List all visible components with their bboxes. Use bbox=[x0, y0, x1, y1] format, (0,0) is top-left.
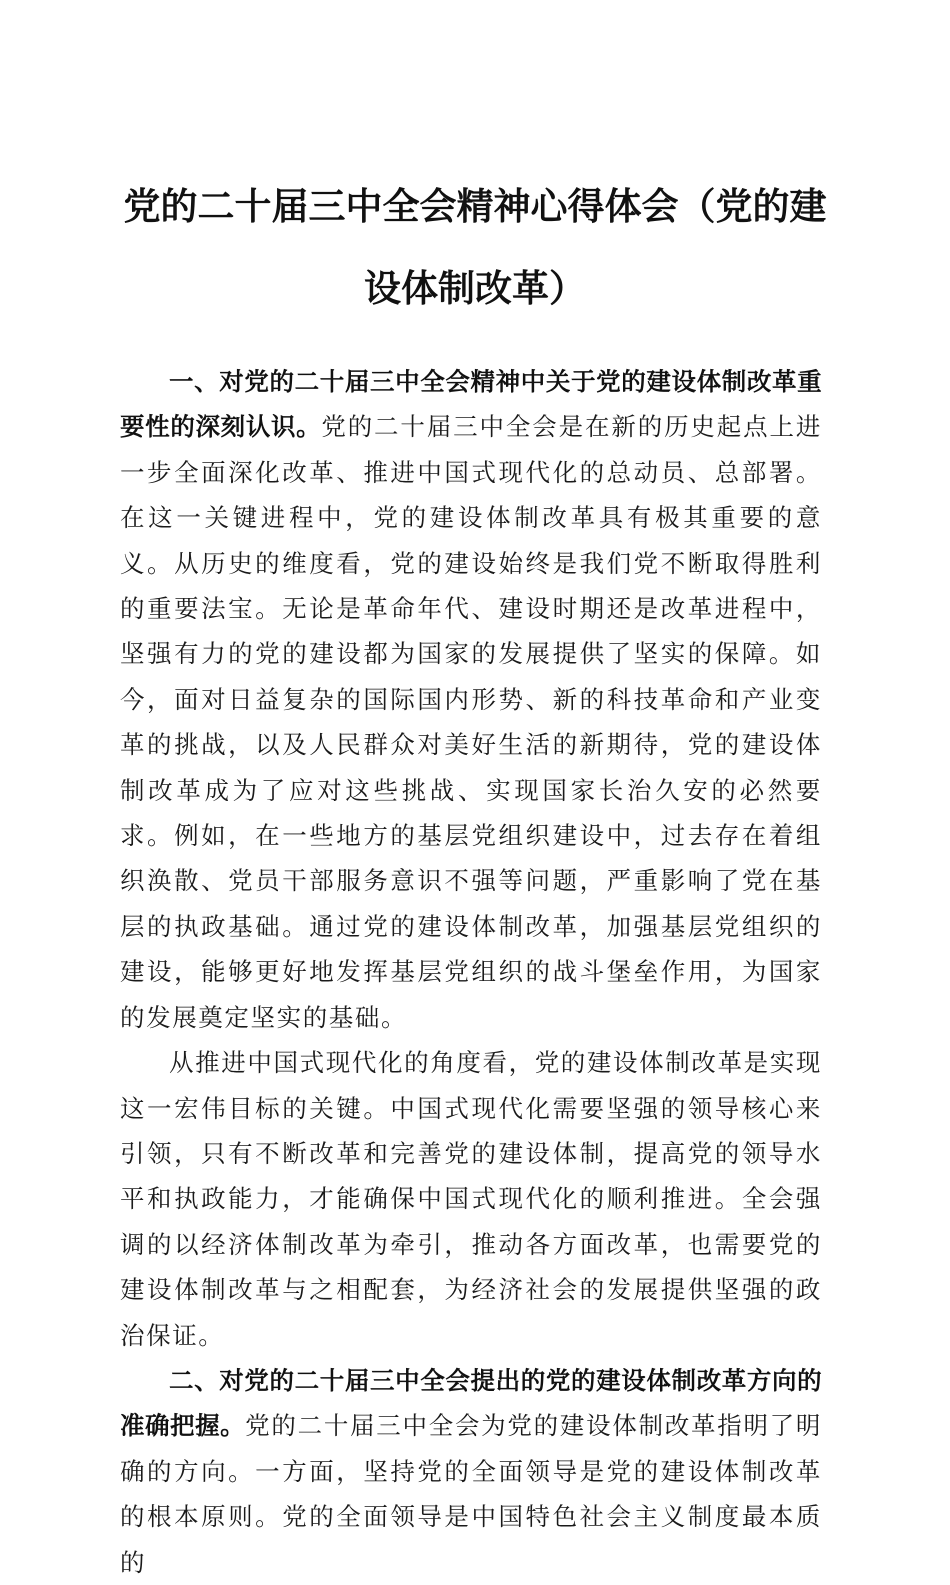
paragraph-text: 党的二十届三中全会是在新的历史起点上进一步全面深化改革、推进中国式现代化的总动员、总部署。在这一关键进程中，党的建设体制改革具有极其重要的意义。从历史的维度看，党的建设始终是我们党不断取得胜利的重要法宝。无论是革命年代、建设时期还是改革进程中，坚强有力的党的建设都为国家的发展提供了坚实的保障。如今，面对日益复杂的国际国内形势、新的科技革命和产业变革的挑战，以及人民群众对美好生活的新期待，党的建设体制改革成为了应对这些挑战、实现国家长治久安的必然要求。例如，在一些地方的基层党组织建设中，过去存在着组织涣散、党员干部服务意识不强等问题，严重影响了党在基层的执政基础。通过党的建设体制改革，加强基层党组织的建设，能够更好地发挥基层党组织的战斗堡垒作用，为国家的发展奠定坚实的基础。 bbox=[120, 412, 822, 1032]
paragraph-1 bbox=[120, 359, 822, 1040]
paragraph-3 bbox=[120, 1358, 822, 1585]
paragraph-text: 从推进中国式现代化的角度看，党的建设体制改革是实现这一宏伟目标的关键。中国式现代化需要坚强的领导核心来引领，只有不断改革和完善党的建设体制，提高党的领导水平和执政能力，才能确保中国式现代化的顺利推进。全会强调的以经济体制改革为牵引，推动各方面改革，也需要党的建设体制改革与之相配套，为经济社会的发展提供坚强的政治保证。 bbox=[120, 1048, 822, 1350]
document-title: 党的二十届三中全会精神心得体会（党的建设体制改革） bbox=[123, 185, 827, 310]
section-heading-2: 二、对党的二十届三中全会提出的党的建设体制改革方向的准确把握。 bbox=[120, 1365, 822, 1441]
paragraph-2 bbox=[120, 1040, 822, 1358]
section-heading-1: 一、对党的二十届三中全会精神中关于党的建设体制改革重要性的深刻认识。 bbox=[120, 367, 822, 442]
document-body bbox=[120, 359, 822, 1585]
paragraph-text: 党的二十届三中全会为党的建设体制改革指明了明确的方向。一方面，坚持党的全面领导是党的建设体制改革的根本原则。党的全面领导是中国特色社会主义制度最本质的 bbox=[120, 1411, 823, 1577]
